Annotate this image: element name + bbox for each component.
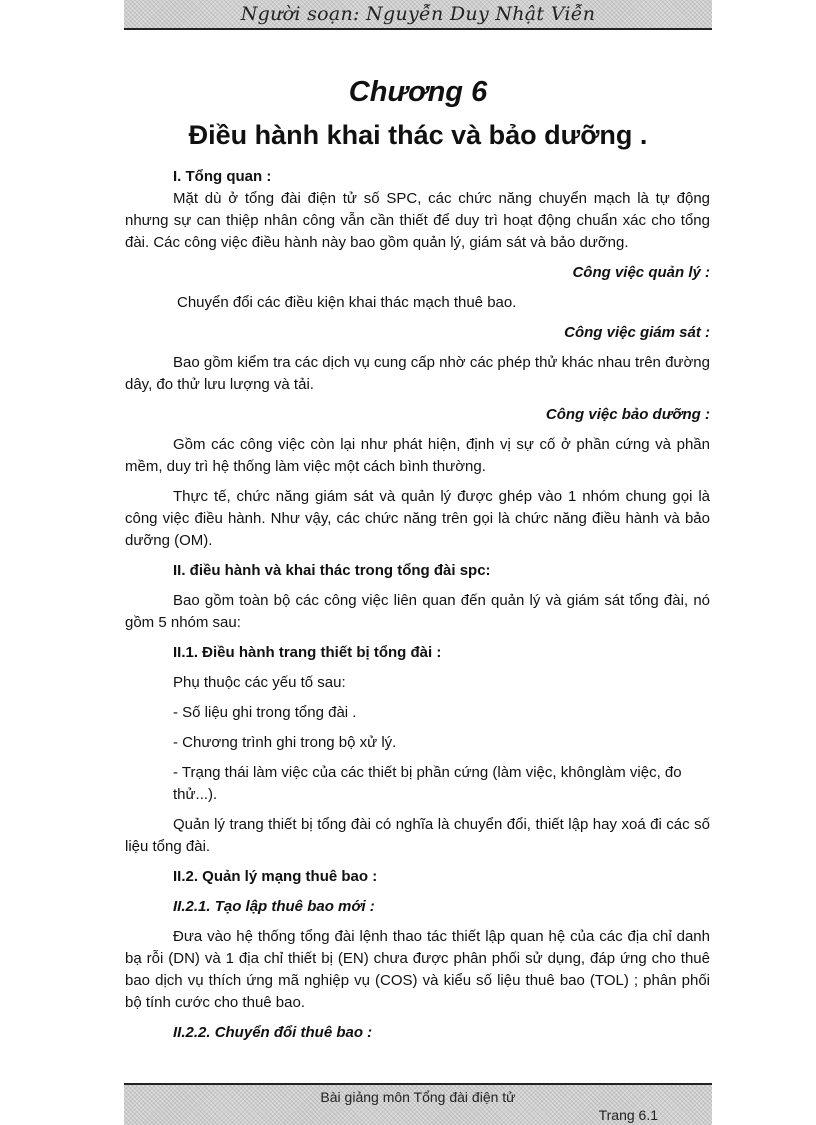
subsection-heading: II.2.2. Chuyển đổi thuê bao : [173, 1024, 373, 1041]
list-item: - Trạng thái làm việc của các thiết bị phần cứng (làm việc, khônglàm việc, đo thử...). [173, 764, 682, 803]
section-heading: II.1. Điều hành trang thiết bị tổng đài : [173, 644, 442, 661]
section-heading: II. điều hành và khai thác trong tổng đài spc: [173, 562, 491, 579]
subheading-right: Công việc quản lý : [572, 264, 710, 281]
page-number: Trang 6.1 [598, 1107, 658, 1123]
header-author: Người soạn: Nguyễn Duy Nhật Viễn [240, 3, 596, 25]
paragraph: Bao gồm toàn bộ các công việc liên quan đến quản lý và giám sát tổng đài, nó gồm 5 nhóm sau: [125, 592, 710, 631]
paragraph: Đưa vào hệ thống tổng đài lệnh thao tác thiết lập quan hệ của các địa chỉ danh bạ rỗi (DN) và 1 địa chỉ thiết bị (EN) chưa được phân phối sử dụng, đáp ứng cho thuê bao dịch vụ thích ứng mã nghiệp vụ (COS) và kiểu số liệu thuê bao (TOL) ; phân phối bộ tính cước cho thuê bao. [125, 928, 710, 1011]
document-body [125, 166, 710, 1044]
paragraph: Mặt dù ở tổng đài điện tử số SPC, các chức năng chuyển mạch là tự động nhưng sự can thiệp nhân công vẫn cần thiết để duy trì hoạt động chuẩn xác cho tổng đài. Các công việc điều hành này bao gồm quản lý, giám sát và bảo dưỡng. [125, 190, 710, 251]
list-item: - Chương trình ghi trong bộ xử lý. [173, 734, 397, 751]
chapter-title: Điều hành khai thác và bảo dưỡng . [188, 120, 648, 150]
section-heading: II.2. Quản lý mạng thuê bao : [173, 868, 378, 885]
paragraph: Thực tế, chức năng giám sát và quản lý được ghép vào 1 nhóm chung gọi là công việc điều hành. Như vậy, các chức năng trên gọi là chức năng điều hành và bảo dưỡng (OM). [125, 488, 710, 549]
subheading-right: Công việc giám sát : [564, 324, 710, 341]
subsection-heading: II.2.1. Tạo lập thuê bao mới : [173, 898, 375, 915]
chapter-number: Chương 6 [348, 76, 488, 108]
paragraph: Bao gồm kiểm tra các dịch vụ cung cấp nhờ các phép thử khác nhau trên đường dây, đo thử lưu lượng và tải. [125, 354, 710, 393]
subheading-right: Công việc bảo dưỡng : [545, 406, 710, 423]
paragraph: Chuyển đổi các điều kiện khai thác mạch thuê bao. [177, 294, 517, 311]
list-item: - Số liệu ghi trong tổng đài . [173, 704, 357, 721]
section-heading: I. Tổng quan : [173, 168, 272, 185]
paragraph: Phụ thuộc các yếu tố sau: [173, 674, 346, 691]
page-header [124, 0, 712, 30]
paragraph: Gồm các công việc còn lại như phát hiện, định vị sự cố ở phần cứng và phần mềm, duy trì hệ thống làm việc một cách bình thường. [125, 436, 710, 475]
footer-course: Bài giảng môn Tổng đài điện tử [320, 1089, 516, 1105]
paragraph: Quản lý trang thiết bị tổng đài có nghĩa là chuyển đổi, thiết lập hay xoá đi các số liệu tổng đài. [125, 816, 710, 855]
page-footer [124, 1083, 712, 1125]
